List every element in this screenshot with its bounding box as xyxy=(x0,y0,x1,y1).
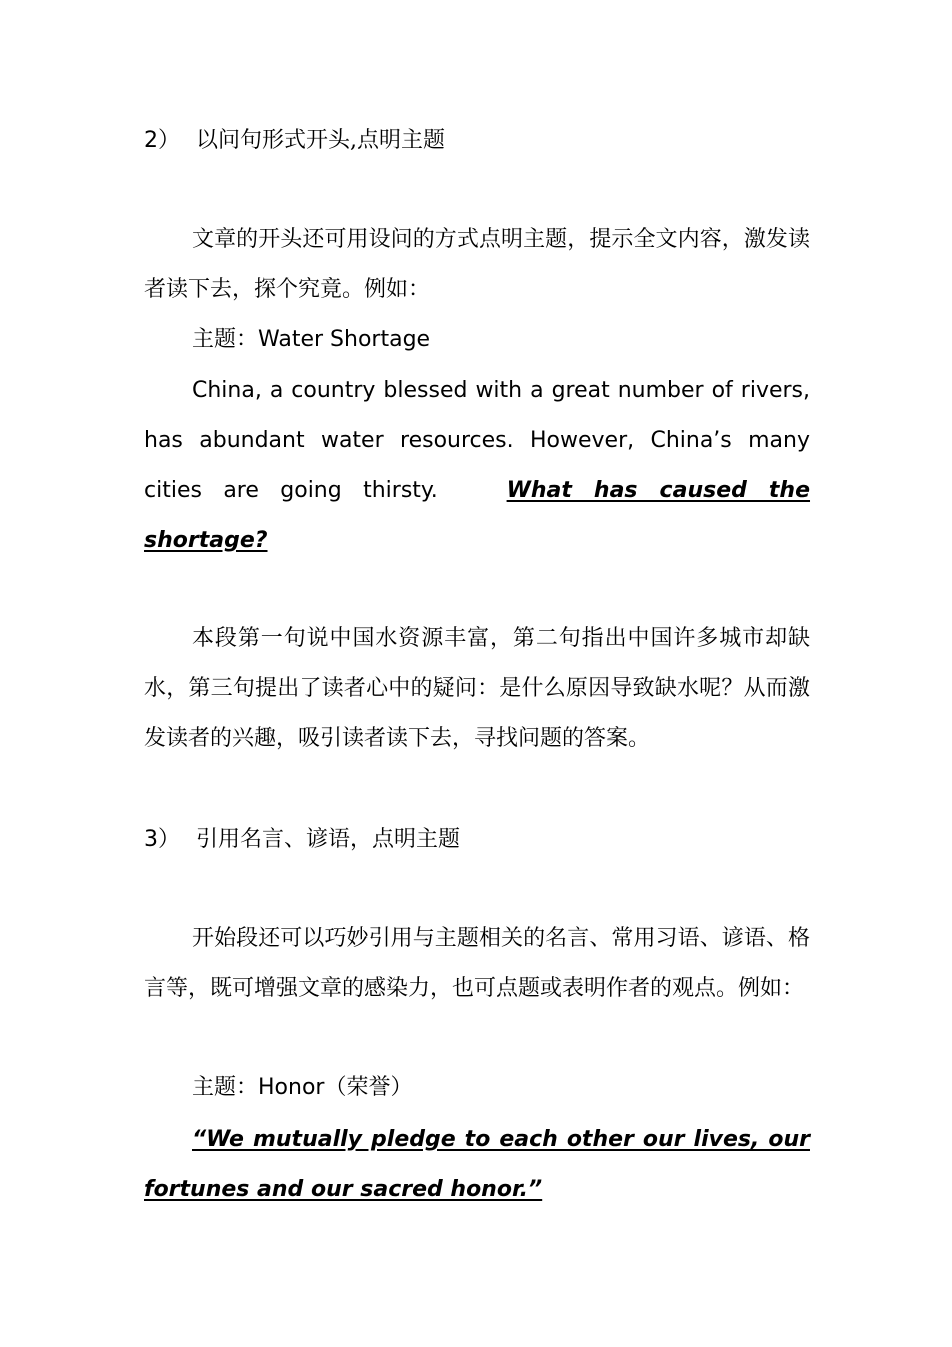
section-2-topic-value: Water Shortage xyxy=(258,327,431,352)
section-3-topic-label: 主题： xyxy=(192,1075,259,1100)
section-3-intro: 开始段还可以巧妙引用与主题相关的名言、常用习语、谚语、格言等，既可增强文章的感染力，也可点题或表明作者的观点。例如： xyxy=(144,926,810,1001)
section-2-example-text: China, a country blessed with a great number of rivers, has abundant water resources. However, China’s many cities are going thirsty. xyxy=(144,378,810,503)
section-3-topic-note: （荣誉） xyxy=(324,1075,413,1100)
section-2-intro: 文章的开头还可用设问的方式点明主题，提示全文内容，激发读者读下去，探个究竟。例如： xyxy=(144,227,810,302)
section-2-heading xyxy=(144,128,810,154)
section-3-quote xyxy=(144,1115,810,1215)
section-2-example xyxy=(144,366,810,566)
section-3-topic xyxy=(144,1063,810,1113)
section-2-number: 2） xyxy=(144,128,180,153)
section-3-title: 引用名言、谚语，点明主题 xyxy=(196,827,461,852)
section-2-topic xyxy=(144,315,810,365)
section-3-heading xyxy=(144,827,810,853)
section-2-topic-label: 主题： xyxy=(192,327,259,352)
section-2-example-question: What has caused the shortage? xyxy=(144,478,811,553)
section-3-quote-text: “We mutually pledge to each other our lives, our fortunes and our sacred honor.” xyxy=(144,1127,810,1202)
section-2-explanation: 本段第一句说中国水资源丰富，第二句指出中国许多城市却缺水，第三句提出了读者心中的疑问：是什么原因导致缺水呢？从而激发读者的兴趣，吸引读者读下去，寻找问题的答案。 xyxy=(144,626,810,751)
section-3-topic-value: Honor xyxy=(258,1075,325,1100)
section-3-number: 3） xyxy=(144,827,180,852)
section-2-title: 以问句形式开头,点明主题 xyxy=(196,128,445,153)
